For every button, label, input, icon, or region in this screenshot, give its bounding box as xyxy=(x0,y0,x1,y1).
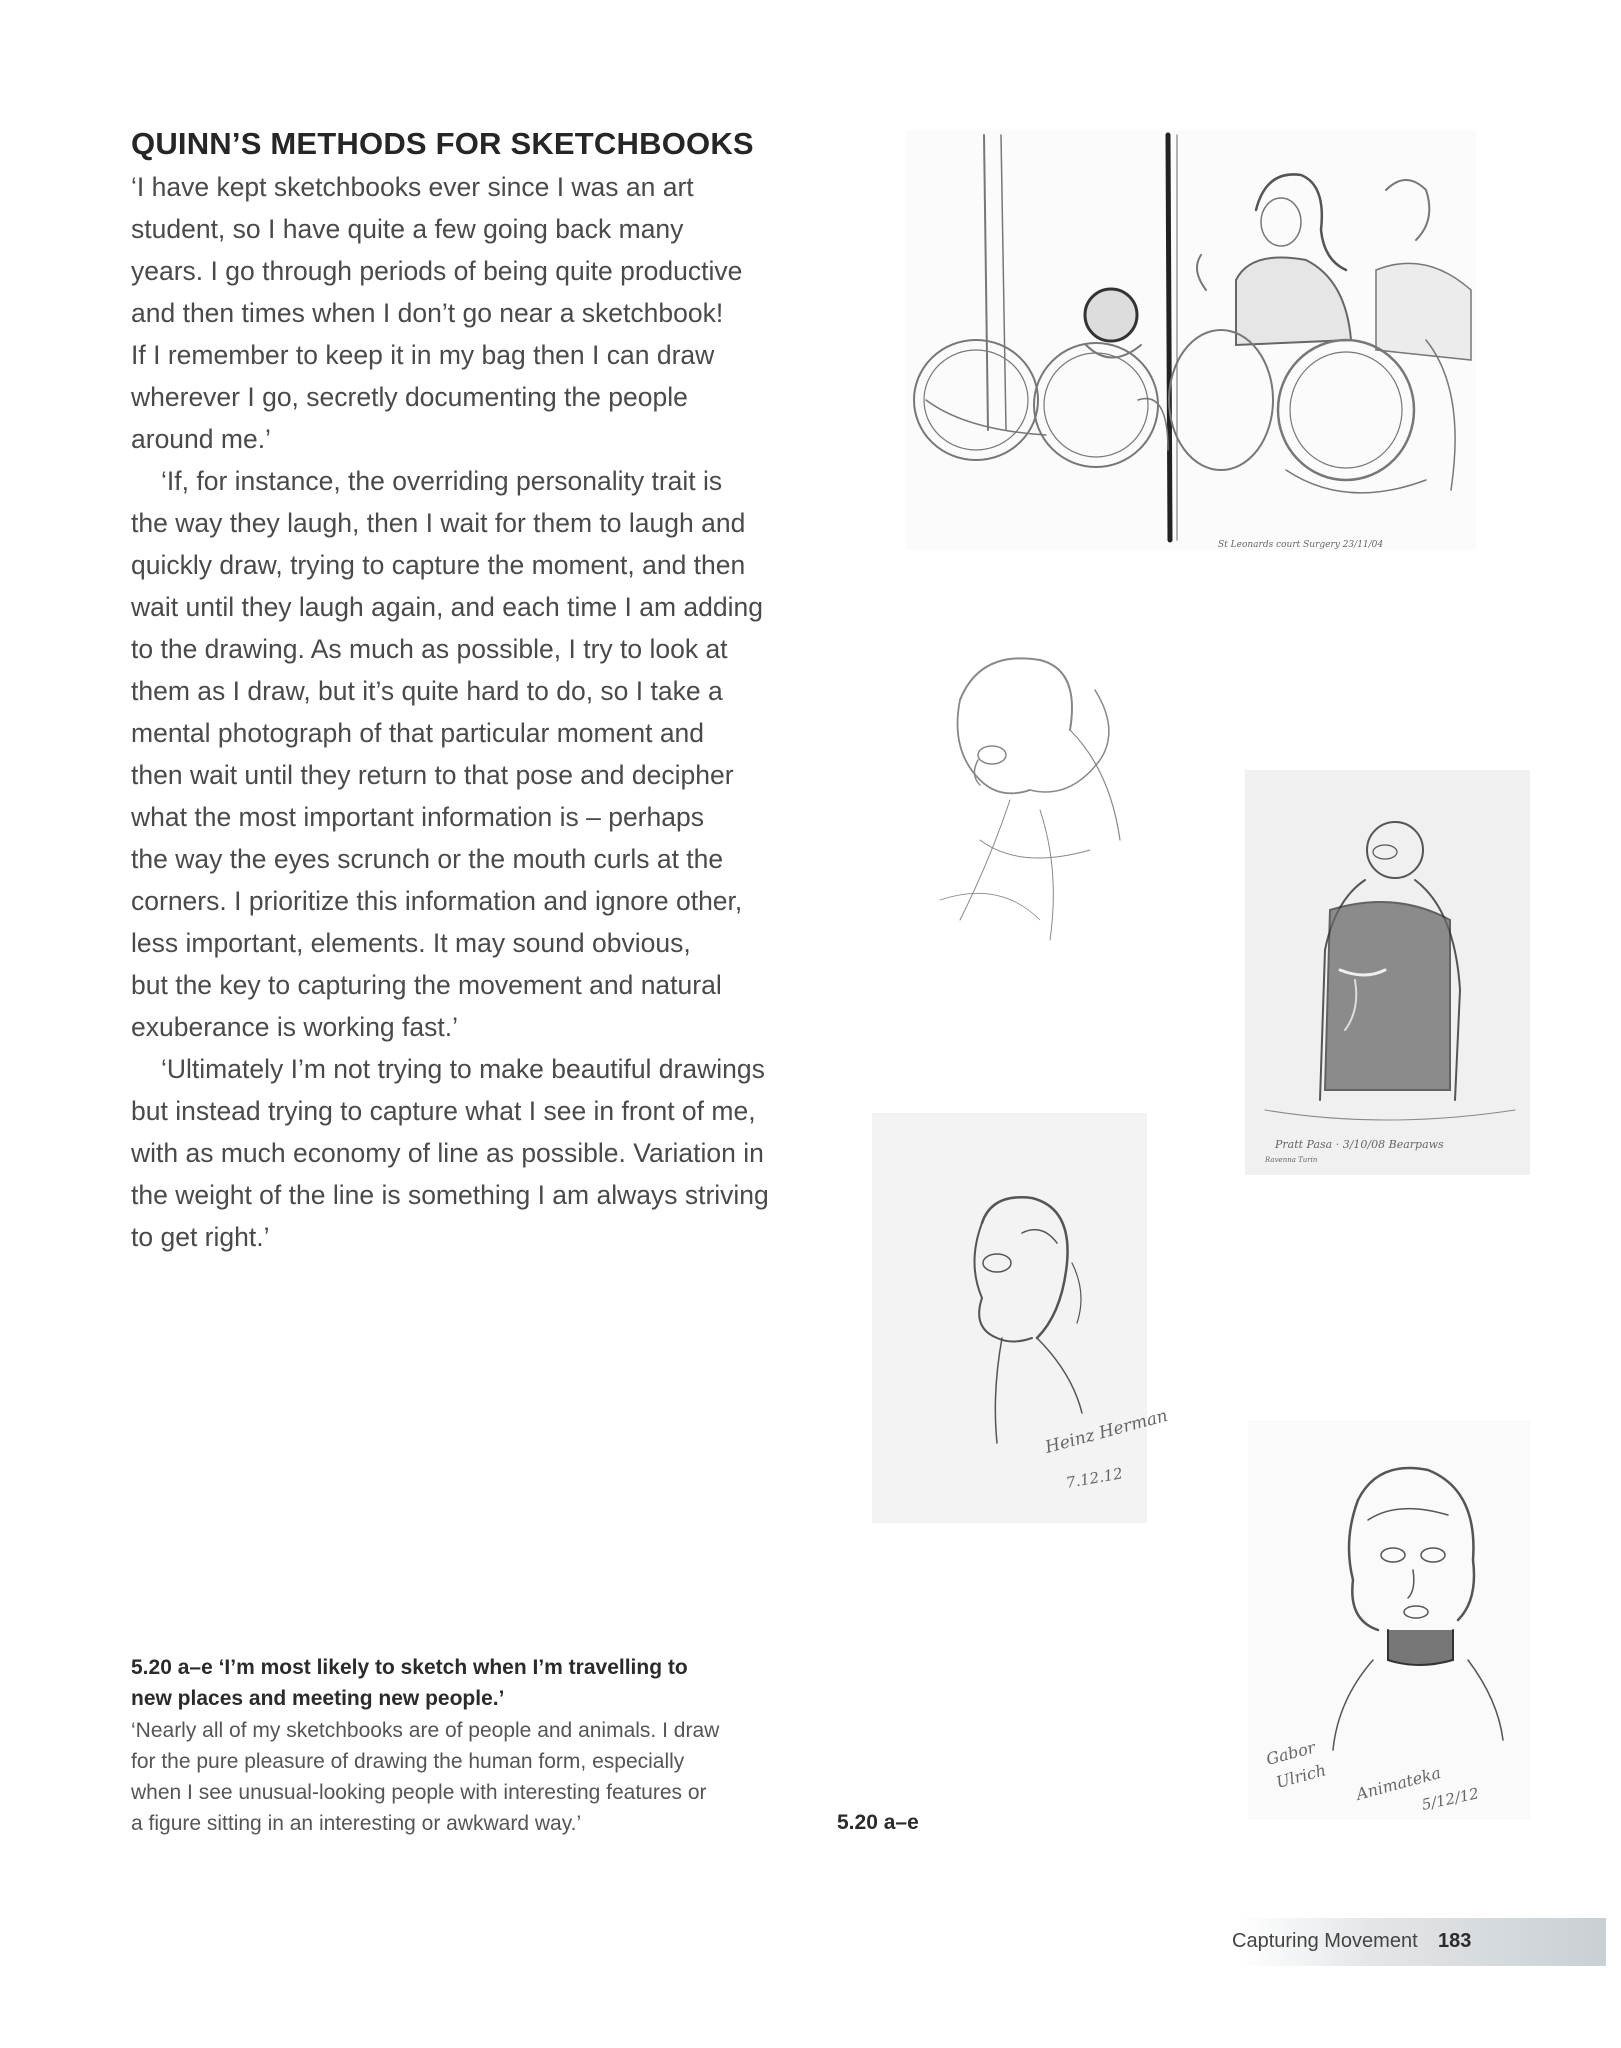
caption-body-line: for the pure pleasure of drawing the human form, especially xyxy=(131,1750,685,1773)
body-line: wait until they laugh again, and each time I am adding xyxy=(131,592,763,622)
body-line: them as I draw, but it’s quite hard to do, so I take a xyxy=(131,676,723,706)
body-line: then wait until they return to that pose and decipher xyxy=(131,760,734,790)
body-line: ‘If, for instance, the overriding personality trait is xyxy=(161,466,723,496)
body-text xyxy=(131,166,791,1258)
body-line: exuberance is working fast.’ xyxy=(131,1012,458,1042)
caption-body-line: a figure sitting in an interesting or awkward way.’ xyxy=(131,1812,582,1835)
sketch-e-date: 5/12/12 xyxy=(1420,1784,1481,1814)
sketch-c-note2: Ravenna Turin xyxy=(1265,1156,1318,1164)
body-line: with as much economy of line as possible. Variation in xyxy=(131,1138,764,1168)
sketch-long-hair-man xyxy=(1248,1420,1530,1820)
body-line: the way the eyes scrunch or the mouth curls at the xyxy=(131,844,724,874)
body-line: quickly draw, trying to capture the moment, and then xyxy=(131,550,746,580)
sketch-c-note: Pratt Pasa · 3/10/08 Bearpaws xyxy=(1275,1138,1444,1151)
page-heading: QUINN’S METHODS FOR SKETCHBOOKS xyxy=(131,126,754,161)
body-line: and then times when I don’t go near a sketchbook! xyxy=(131,298,724,328)
body-line: the way they laugh, then I wait for them to laugh and xyxy=(131,508,746,538)
body-line: but the key to capturing the movement and natural xyxy=(131,970,722,1000)
page-number: 183 xyxy=(1438,1930,1472,1952)
figure-label: 5.20 a–e xyxy=(837,1811,919,1834)
footer-section-title: Capturing Movement xyxy=(1232,1930,1418,1952)
body-line: to get right.’ xyxy=(131,1222,270,1252)
body-line: student, so I have quite a few going back many xyxy=(131,214,684,244)
sketch-standing-man xyxy=(1245,770,1530,1175)
sketch-d-date: 7.12.12 xyxy=(1064,1464,1125,1492)
caption-title-line: 5.20 a–e ‘I’m most likely to sketch when I’m travelling to xyxy=(131,1656,688,1679)
body-line: ‘Ultimately I’m not trying to make beautiful drawings xyxy=(161,1054,765,1084)
body-line: years. I go through periods of being quite productive xyxy=(131,256,743,286)
caption-title-line: new places and meeting new people.’ xyxy=(131,1687,505,1710)
sketch-man-glasses xyxy=(920,640,1170,960)
body-line: mental photograph of that particular moment and xyxy=(131,718,705,748)
sketch-d-name: Heinz Herman xyxy=(1043,1405,1170,1458)
sketch-e-name1: Gabor xyxy=(1264,1737,1318,1769)
figure-caption-body xyxy=(131,1715,791,1839)
caption-body-line: ‘Nearly all of my sketchbooks are of people and animals. I draw xyxy=(131,1719,720,1742)
body-line: to the drawing. As much as possible, I try to look at xyxy=(131,634,728,664)
body-line: the weight of the line is something I am always striving xyxy=(131,1180,769,1210)
sketch-waiting-room xyxy=(906,130,1476,550)
sketch-a-note: St Leonards court Surgery 23/11/04 xyxy=(1218,540,1384,550)
body-line: but instead trying to capture what I see in front of me, xyxy=(131,1096,756,1126)
figure-caption-title xyxy=(131,1652,791,1714)
sketch-man-profile xyxy=(872,1113,1170,1523)
body-line: wherever I go, secretly documenting the people xyxy=(131,382,688,412)
body-line: If I remember to keep it in my bag then I can draw xyxy=(131,340,715,370)
sketch-e-note: Animateka xyxy=(1354,1763,1443,1804)
body-line: less important, elements. It may sound obvious, xyxy=(131,928,691,958)
caption-body-line: when I see unusual-looking people with interesting features or xyxy=(131,1781,707,1804)
body-line: corners. I prioritize this information and ignore other, xyxy=(131,886,743,916)
sketch-e-name2: Ulrich xyxy=(1274,1760,1328,1792)
body-line: what the most important information is – perhaps xyxy=(131,802,704,832)
body-line: ‘I have kept sketchbooks ever since I was an art xyxy=(131,172,694,202)
body-line: around me.’ xyxy=(131,424,271,454)
